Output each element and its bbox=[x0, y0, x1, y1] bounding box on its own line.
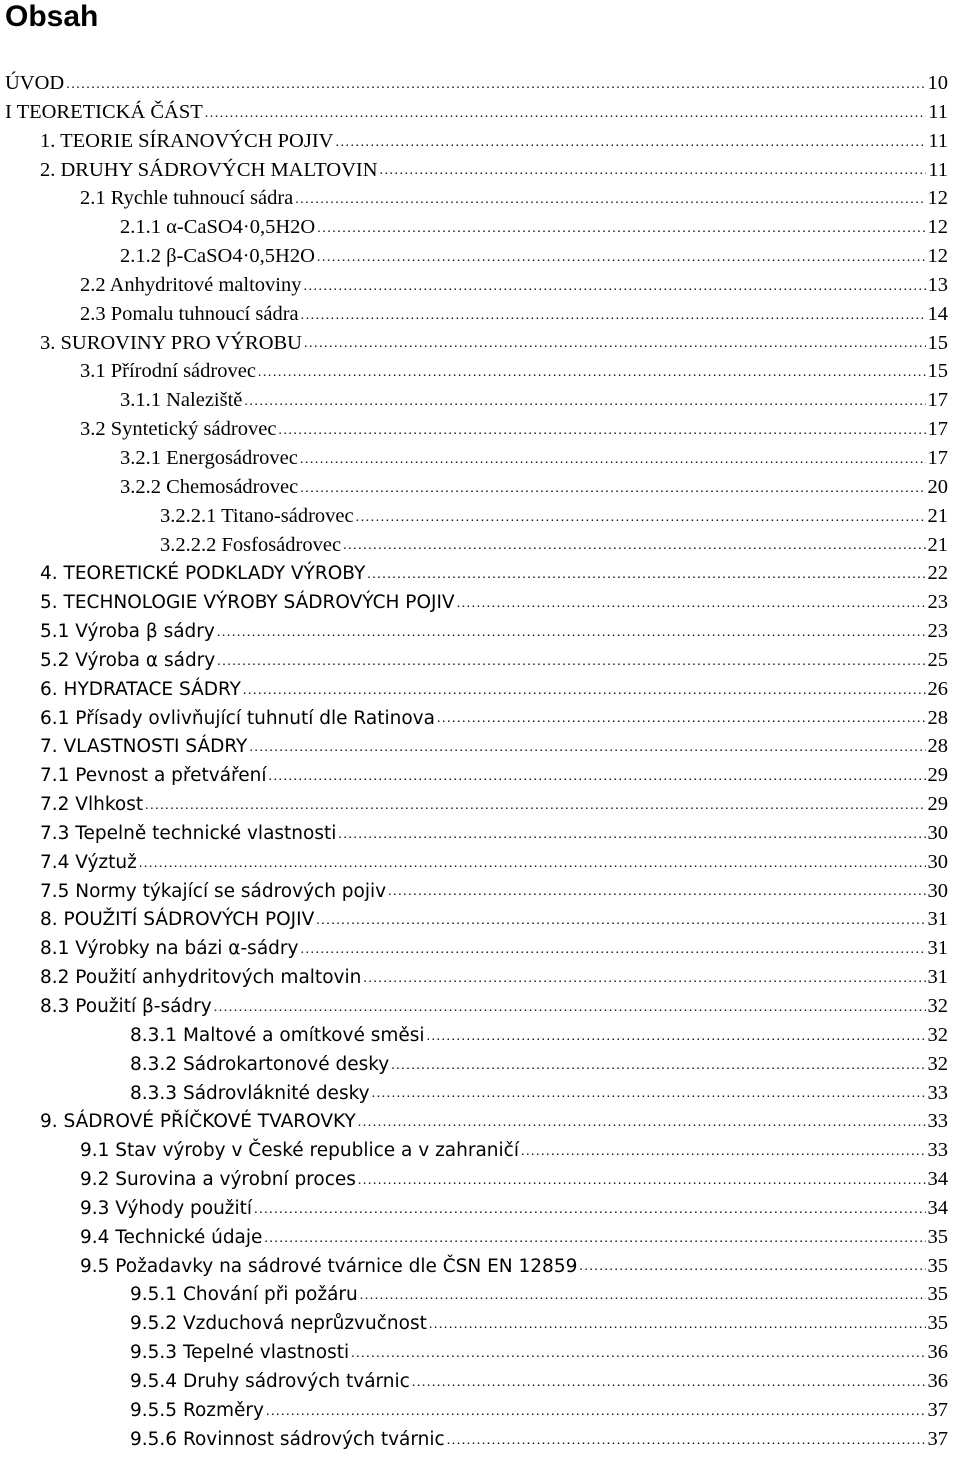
toc-entry-title: 2.3 Pomalu tuhnoucí sádra bbox=[80, 302, 299, 325]
toc-dot-leader bbox=[335, 134, 926, 156]
toc-entry-title: 9.5.1 Chování při požáru bbox=[130, 1284, 358, 1306]
toc-entry[interactable] bbox=[0, 877, 960, 906]
toc-dot-leader bbox=[264, 1230, 925, 1252]
toc-entry-page: 15 bbox=[927, 331, 948, 354]
toc-dot-leader bbox=[295, 191, 925, 213]
toc-entry[interactable] bbox=[0, 213, 960, 242]
toc-entry-page: 20 bbox=[927, 475, 948, 498]
toc-entry-page: 33 bbox=[927, 1081, 948, 1104]
toc-entry-page: 30 bbox=[927, 850, 948, 873]
toc-entry[interactable] bbox=[0, 502, 960, 531]
toc-dot-leader bbox=[258, 364, 926, 386]
toc-entry-title: 5. TECHNOLOGIE VÝROBY SÁDROVÝCH POJIV bbox=[40, 592, 455, 614]
toc-entry-page: 29 bbox=[927, 793, 948, 816]
toc-dot-leader bbox=[372, 1085, 926, 1107]
toc-dot-leader bbox=[301, 307, 926, 329]
toc-dot-leader bbox=[300, 941, 925, 963]
toc-entry-title: 9.3 Výhody použití bbox=[80, 1197, 253, 1219]
toc-entry-page: 32 bbox=[927, 995, 948, 1017]
toc-entry[interactable] bbox=[0, 415, 960, 444]
toc-entry-title: 8.2 Použití anhydritových maltovin bbox=[40, 967, 362, 989]
toc-entry-page: 32 bbox=[927, 1052, 948, 1075]
toc-entry-title: 8.1 Výrobky na bázi α-sádry bbox=[40, 938, 299, 960]
toc-entry-page: 17 bbox=[927, 446, 948, 469]
toc-entry-page: 21 bbox=[927, 504, 948, 527]
toc-entry[interactable] bbox=[0, 1079, 960, 1108]
toc-entry[interactable] bbox=[0, 1309, 960, 1338]
toc-dot-leader bbox=[66, 76, 925, 98]
toc-dot-leader bbox=[217, 624, 926, 646]
toc-dot-leader bbox=[205, 105, 926, 127]
toc-entry[interactable] bbox=[0, 1396, 960, 1425]
toc-entry-title: 2. DRUHY SÁDROVÝCH MALTOVIN bbox=[40, 158, 378, 181]
toc-entry-page: 28 bbox=[927, 735, 948, 758]
toc-dot-leader bbox=[300, 480, 925, 502]
toc-dot-leader bbox=[358, 1114, 926, 1136]
toc-dot-leader bbox=[316, 912, 925, 934]
toc-entry-title: 3.2.2.1 Titano-sádrovec bbox=[160, 504, 354, 527]
toc-dot-leader bbox=[367, 566, 925, 588]
toc-entry-page: 35 bbox=[927, 1283, 948, 1306]
toc-entry[interactable] bbox=[0, 1136, 960, 1165]
toc-dot-leader bbox=[351, 1345, 925, 1367]
toc-entry[interactable] bbox=[0, 992, 960, 1021]
toc-dot-leader bbox=[521, 1143, 926, 1165]
toc-entry-page: 33 bbox=[927, 1110, 948, 1133]
toc-entry-page: 31 bbox=[927, 966, 948, 989]
toc-entry-page: 17 bbox=[927, 389, 948, 412]
toc-dot-leader bbox=[268, 768, 925, 790]
toc-entry[interactable] bbox=[0, 357, 960, 386]
toc-dot-leader bbox=[380, 162, 927, 184]
page-title: Obsah bbox=[5, 0, 99, 33]
toc-dot-leader bbox=[360, 1287, 926, 1309]
toc-entry-title: 3.1 Přírodní sádrovec bbox=[80, 360, 256, 383]
toc-dot-leader bbox=[343, 537, 925, 559]
toc-entry-title: 7.1 Pevnost a přetváření bbox=[40, 765, 267, 787]
toc-dot-leader bbox=[214, 999, 926, 1021]
toc-dot-leader bbox=[304, 335, 926, 357]
toc-entry-page: 23 bbox=[927, 620, 948, 643]
toc-dot-leader bbox=[317, 249, 926, 271]
toc-dot-leader bbox=[363, 970, 925, 992]
toc-entry-title: 3.2.2.2 Fosfosádrovec bbox=[160, 533, 342, 556]
toc-entry-title: 9.5.2 Vzduchová neprůzvučnost bbox=[130, 1313, 427, 1335]
toc-entry-page: 15 bbox=[927, 360, 948, 383]
toc-entry-page: 10 bbox=[927, 72, 948, 94]
toc-dot-leader bbox=[457, 595, 926, 617]
toc-entry-title: 9.5.6 Rovinnost sádrových tvárnic bbox=[130, 1428, 445, 1450]
toc-entry[interactable] bbox=[0, 963, 960, 992]
toc-entry[interactable] bbox=[0, 1194, 960, 1223]
toc-dot-leader bbox=[300, 451, 926, 473]
toc-entry-page: 37 bbox=[927, 1427, 948, 1450]
toc-entry-page: 30 bbox=[927, 879, 948, 902]
toc-entry-title: 9.5.3 Tepelné vlastnosti bbox=[130, 1342, 350, 1364]
toc-entry-title: 9.1 Stav výroby v České republice a v zahraničí bbox=[80, 1140, 519, 1162]
toc-entry[interactable] bbox=[0, 732, 960, 761]
toc-entry[interactable] bbox=[0, 790, 960, 819]
toc-entry-page: 14 bbox=[927, 302, 948, 325]
toc-dot-leader bbox=[358, 1172, 926, 1194]
toc-dot-leader bbox=[447, 1432, 926, 1454]
toc-entry-page: 35 bbox=[927, 1225, 948, 1248]
toc-entry-title: 9.2 Surovina a výrobní proces bbox=[80, 1169, 356, 1191]
toc-entry-title: 7. VLASTNOSTI SÁDRY bbox=[40, 736, 248, 758]
toc-entry-page: 33 bbox=[927, 1139, 948, 1162]
toc-entry-title: 5.2 Výroba α sádry bbox=[40, 649, 216, 671]
toc-dot-leader bbox=[244, 393, 925, 415]
toc-entry-page: 28 bbox=[927, 706, 948, 729]
toc-entry-title: 3.2 Syntetický sádrovec bbox=[80, 418, 277, 441]
toc-entry-page: 31 bbox=[927, 937, 948, 960]
toc-entry-title: 6. HYDRATACE SÁDRY bbox=[40, 678, 241, 700]
toc-entry-page: 35 bbox=[927, 1254, 948, 1277]
toc-dot-leader bbox=[427, 1028, 926, 1050]
toc-entry[interactable] bbox=[0, 1338, 960, 1367]
toc-entry-title: 5.1 Výroba β sádry bbox=[40, 621, 215, 643]
toc-entry[interactable] bbox=[0, 473, 960, 502]
toc-entry-page: 11 bbox=[928, 129, 948, 152]
toc-entry-page: 13 bbox=[927, 273, 948, 296]
toc-entry-title: 9.5.5 Rozměry bbox=[130, 1399, 264, 1421]
toc-entry[interactable] bbox=[0, 1165, 960, 1194]
toc-dot-leader bbox=[243, 682, 926, 704]
toc-entry[interactable] bbox=[0, 1252, 960, 1281]
toc-dot-leader bbox=[278, 422, 925, 444]
toc-entry-page: 36 bbox=[927, 1341, 948, 1364]
toc-entry-page: 37 bbox=[927, 1398, 948, 1421]
toc-entry-page: 31 bbox=[927, 908, 948, 931]
toc-entry-page: 35 bbox=[927, 1312, 948, 1335]
toc-dot-leader bbox=[217, 653, 925, 675]
toc-entry-title: 8.3.3 Sádrovláknité desky bbox=[130, 1082, 370, 1104]
toc-entry-title: 3.2.2 Chemosádrovec bbox=[120, 475, 299, 498]
toc-entry-title: 2.2 Anhydritové maltoviny bbox=[80, 273, 302, 296]
toc-entry[interactable] bbox=[0, 848, 960, 877]
toc-entry[interactable] bbox=[0, 588, 960, 617]
toc-entry-title: 2.1.2 β-CaSO4·0,5H2O bbox=[120, 245, 315, 268]
toc-entry[interactable] bbox=[0, 386, 960, 415]
toc-entry[interactable] bbox=[0, 1050, 960, 1079]
toc-dot-leader bbox=[266, 1403, 926, 1425]
toc-dot-leader bbox=[579, 1258, 925, 1280]
toc-entry[interactable] bbox=[0, 69, 960, 98]
toc-entry-page: 22 bbox=[927, 562, 948, 585]
toc-entry[interactable] bbox=[0, 559, 960, 588]
toc-entry-page: 21 bbox=[927, 533, 948, 556]
toc-entry[interactable] bbox=[0, 242, 960, 271]
toc-entry-page: 32 bbox=[927, 1023, 948, 1046]
toc-entry-page: 34 bbox=[927, 1196, 948, 1219]
toc-entry-title: 7.4 Výztuž bbox=[40, 851, 137, 873]
toc-entry[interactable] bbox=[0, 329, 960, 358]
toc-entry[interactable] bbox=[0, 1425, 960, 1454]
toc-entry-title: 1. TEORIE SÍRANOVÝCH POJIV bbox=[40, 129, 334, 152]
toc-dot-leader bbox=[388, 883, 925, 905]
toc-entry-page: 34 bbox=[927, 1168, 948, 1191]
toc-entry-title: 7.2 Vlhkost bbox=[40, 794, 144, 816]
toc-entry[interactable] bbox=[0, 531, 960, 560]
toc-entry[interactable] bbox=[0, 1223, 960, 1252]
toc-entry-page: 12 bbox=[927, 187, 948, 210]
toc-entry[interactable] bbox=[0, 156, 960, 185]
toc-dot-leader bbox=[391, 1057, 925, 1079]
toc-entry-title: 9.5.4 Druhy sádrových tvárnic bbox=[130, 1370, 410, 1392]
toc-entry-title: 9.5 Požadavky na sádrové tvárnice dle ČSN EN 12859 bbox=[80, 1255, 578, 1277]
toc-dot-leader bbox=[317, 220, 925, 242]
toc-entry-title: I TEORETICKÁ ČÁST bbox=[5, 100, 203, 123]
toc-entry-title: 8.3.2 Sádrokartonové desky bbox=[130, 1053, 390, 1075]
toc-entry-title: 9.4 Technické údaje bbox=[80, 1226, 263, 1248]
toc-dot-leader bbox=[412, 1374, 926, 1396]
toc-entry-title: 3. SUROVINY PRO VÝROBU bbox=[40, 331, 302, 354]
toc-entry[interactable] bbox=[0, 1021, 960, 1050]
toc-dot-leader bbox=[254, 1201, 925, 1223]
toc-dot-leader bbox=[429, 1316, 926, 1338]
toc-dot-leader bbox=[145, 797, 925, 819]
toc-entry-title: 9. SÁDROVÉ PŘÍČKOVÉ TVAROVKY bbox=[40, 1111, 356, 1133]
toc-entry[interactable] bbox=[0, 1280, 960, 1309]
toc-entry[interactable] bbox=[0, 98, 960, 127]
toc-entry[interactable] bbox=[0, 905, 960, 934]
toc-dot-leader bbox=[338, 826, 925, 848]
toc-entry-title: 6.1 Přísady ovlivňující tuhnutí dle Ratinova bbox=[40, 707, 435, 729]
toc-dot-leader bbox=[437, 710, 926, 732]
toc-dot-leader bbox=[249, 739, 925, 761]
toc-entry[interactable] bbox=[0, 617, 960, 646]
toc-entry-page: 23 bbox=[927, 591, 948, 614]
toc-entry[interactable] bbox=[0, 704, 960, 733]
toc-entry[interactable] bbox=[0, 646, 960, 675]
toc-entry-page: 12 bbox=[927, 245, 948, 268]
toc-entry-title: 7.5 Normy týkající se sádrových pojiv bbox=[40, 880, 387, 902]
toc-entry[interactable] bbox=[0, 127, 960, 156]
toc-entry[interactable] bbox=[0, 675, 960, 704]
toc-entry-title: 7.3 Tepelně technické vlastnosti bbox=[40, 822, 337, 844]
toc-entry-title: 2.1 Rychle tuhnoucí sádra bbox=[80, 187, 294, 210]
toc-entry-page: 30 bbox=[927, 821, 948, 844]
toc-dot-leader bbox=[356, 509, 926, 531]
toc-dot-leader bbox=[139, 855, 926, 877]
toc-entry-title: 8. POUŽITÍ SÁDROVÝCH POJIV bbox=[40, 909, 315, 931]
toc-entry-page: 26 bbox=[927, 677, 948, 700]
toc-entry[interactable] bbox=[0, 819, 960, 848]
toc-entry[interactable] bbox=[0, 761, 960, 790]
toc-entry-title: 3.1.1 Naleziště bbox=[120, 389, 243, 412]
toc-entry-title: 3.2.1 Energosádrovec bbox=[120, 446, 298, 469]
toc-entry-title: 4. TEORETICKÉ PODKLADY VÝROBY bbox=[40, 563, 366, 585]
toc-entry-title: 2.1.1 α-CaSO4·0,5H2O bbox=[120, 216, 316, 239]
toc-entry-page: 36 bbox=[927, 1369, 948, 1392]
toc-entry-page: 17 bbox=[927, 418, 948, 441]
toc-entry[interactable] bbox=[0, 934, 960, 963]
toc-entry-title: 8.3.1 Maltové a omítkové směsi bbox=[130, 1024, 425, 1046]
table-of-contents bbox=[0, 69, 960, 1454]
toc-entry[interactable] bbox=[0, 444, 960, 473]
toc-entry-page: 12 bbox=[927, 216, 948, 239]
toc-entry[interactable] bbox=[0, 1107, 960, 1136]
toc-entry-title: 8.3 Použití β-sádry bbox=[40, 996, 212, 1017]
toc-entry[interactable] bbox=[0, 271, 960, 300]
toc-dot-leader bbox=[304, 278, 926, 300]
toc-entry-title: ÚVOD bbox=[5, 72, 65, 94]
toc-entry-page: 11 bbox=[928, 158, 948, 181]
toc-entry-page: 25 bbox=[927, 648, 948, 671]
toc-entry-page: 29 bbox=[927, 764, 948, 787]
toc-entry-page: 11 bbox=[928, 100, 948, 123]
toc-entry[interactable] bbox=[0, 1367, 960, 1396]
toc-entry[interactable] bbox=[0, 184, 960, 213]
toc-entry[interactable] bbox=[0, 300, 960, 329]
